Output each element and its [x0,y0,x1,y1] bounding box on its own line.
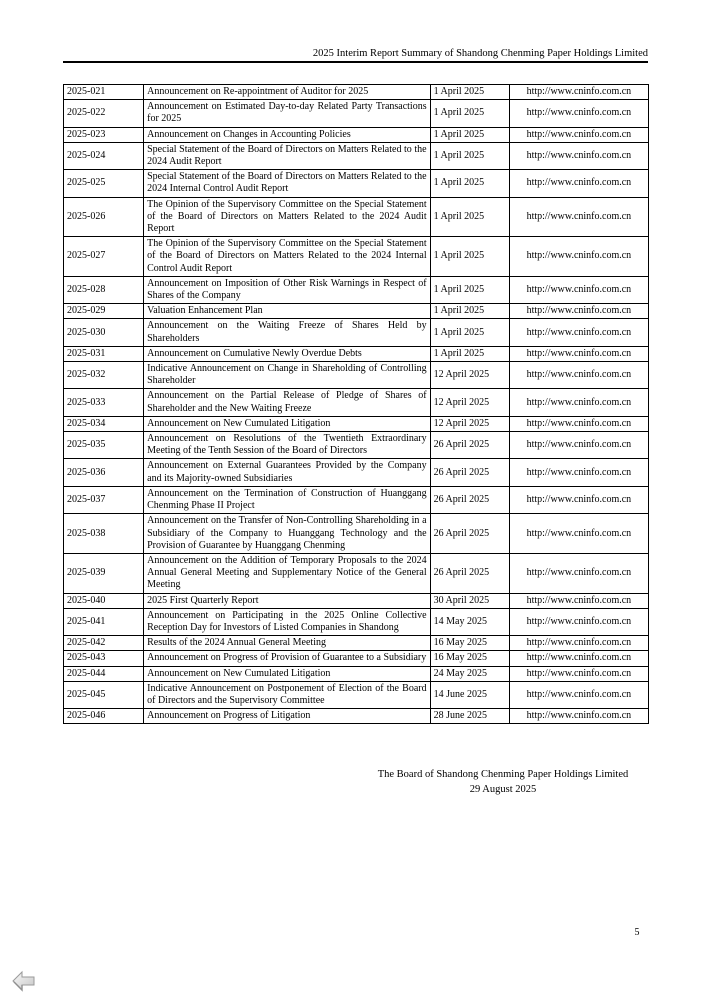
table-row [64,142,649,169]
table-row [64,608,649,635]
disclosure-date: 26 April 2025 [430,459,509,486]
announcement-title: Special Statement of the Board of Directors on Matters Related to the 2024 Audit Report [144,142,430,169]
announcement-title: The Opinion of the Supervisory Committee on the Special Statement of the Board of Directors on Matters Related to the 2024 Internal Control Audit Report [144,237,430,277]
disclosure-website: http://www.cninfo.com.cn [509,593,648,608]
signature-date-line: 29 August 2025 [469,783,537,795]
disclosure-website: http://www.cninfo.com.cn [509,553,648,593]
disclosure-date: 1 April 2025 [430,319,509,346]
disclosure-date: 16 May 2025 [430,636,509,651]
disclosure-website: http://www.cninfo.com.cn [509,416,648,431]
table-row [64,459,649,486]
announcement-number: 2025-034 [64,416,144,431]
announcement-number: 2025-039 [64,553,144,593]
table-row [64,276,649,303]
disclosure-date: 30 April 2025 [430,593,509,608]
announcement-title: Announcement on Resolutions of the Twentieth Extraordinary Meeting of the Tenth Session of the Board of Directors [144,432,430,459]
disclosure-date: 1 April 2025 [430,346,509,361]
announcement-title: Announcement on Re-appointment of Auditor for 2025 [144,85,430,100]
disclosure-date: 1 April 2025 [430,100,509,127]
disclosure-website: http://www.cninfo.com.cn [509,237,648,277]
signature-board-line: The Board of Shandong Chenming Paper Holdings Limited [377,769,629,780]
announcement-number: 2025-026 [64,197,144,237]
table-row [64,170,649,197]
announcement-number: 2025-025 [64,170,144,197]
disclosure-website: http://www.cninfo.com.cn [509,100,648,127]
disclosure-date: 28 June 2025 [430,709,509,724]
disclosure-website: http://www.cninfo.com.cn [509,608,648,635]
disclosure-date: 1 April 2025 [430,170,509,197]
disclosure-website: http://www.cninfo.com.cn [509,197,648,237]
disclosure-website: http://www.cninfo.com.cn [509,389,648,416]
table-row [64,651,649,666]
disclosure-website: http://www.cninfo.com.cn [509,486,648,513]
announcement-title: Announcement on Estimated Day-to-day Related Party Transactions for 2025 [144,100,430,127]
disclosure-date: 26 April 2025 [430,432,509,459]
announcement-number: 2025-027 [64,237,144,277]
disclosure-website: http://www.cninfo.com.cn [509,346,648,361]
disclosure-date: 1 April 2025 [430,304,509,319]
announcement-title: Announcement on New Cumulated Litigation [144,666,430,681]
announcement-title: Announcement on Progress of Litigation [144,709,430,724]
disclosure-date: 12 April 2025 [430,416,509,431]
disclosure-website: http://www.cninfo.com.cn [509,432,648,459]
announcement-number: 2025-038 [64,514,144,554]
disclosure-website: http://www.cninfo.com.cn [509,304,648,319]
announcement-number: 2025-023 [64,127,144,142]
disclosure-date: 14 May 2025 [430,608,509,635]
announcement-title: Announcement on Participating in the 2025 Online Collective Reception Day for Investors of Listed Companies in Shandong [144,608,430,635]
announcement-number: 2025-031 [64,346,144,361]
back-arrow-icon[interactable] [11,969,37,997]
disclosure-date: 26 April 2025 [430,486,509,513]
announcement-title: Announcement on Imposition of Other Risk Warnings in Respect of Shares of the Company [144,276,430,303]
signature-block [303,768,703,797]
disclosure-website: http://www.cninfo.com.cn [509,319,648,346]
announcement-number: 2025-035 [64,432,144,459]
disclosure-date: 1 April 2025 [430,85,509,100]
announcement-number: 2025-044 [64,666,144,681]
disclosure-date: 1 April 2025 [430,127,509,142]
table-row [64,85,649,100]
disclosure-date: 1 April 2025 [430,197,509,237]
disclosure-website: http://www.cninfo.com.cn [509,127,648,142]
announcement-title: 2025 First Quarterly Report [144,593,430,608]
table-row [64,389,649,416]
announcement-title: Announcement on the Partial Release of Pledge of Shares of Shareholder and the New Waiting Freeze [144,389,430,416]
announcement-number: 2025-042 [64,636,144,651]
table-row [64,514,649,554]
announcements-table-body [64,85,649,724]
announcement-number: 2025-036 [64,459,144,486]
disclosure-website: http://www.cninfo.com.cn [509,666,648,681]
table-row [64,416,649,431]
announcement-number: 2025-045 [64,681,144,708]
disclosure-date: 1 April 2025 [430,237,509,277]
announcement-number: 2025-030 [64,319,144,346]
announcement-number: 2025-033 [64,389,144,416]
announcement-title: The Opinion of the Supervisory Committee on the Special Statement of the Board of Directors on Matters Related to the 2024 Audit Report [144,197,430,237]
announcement-title: Announcement on the Waiting Freeze of Shares Held by Shareholders [144,319,430,346]
disclosure-date: 14 June 2025 [430,681,509,708]
table-row [64,319,649,346]
table-row [64,100,649,127]
disclosure-date: 1 April 2025 [430,276,509,303]
announcement-title: Announcement on New Cumulated Litigation [144,416,430,431]
disclosure-website: http://www.cninfo.com.cn [509,681,648,708]
report-header-title: 2025 Interim Report Summary of Shandong Chenming Paper Holdings Limited [312,48,648,59]
disclosure-website: http://www.cninfo.com.cn [509,170,648,197]
announcement-number: 2025-043 [64,651,144,666]
header-divider [63,61,648,63]
announcement-title: Valuation Enhancement Plan [144,304,430,319]
announcement-title: Indicative Announcement on Postponement of Election of the Board of Directors and the Supervisory Committee [144,681,430,708]
announcement-number: 2025-024 [64,142,144,169]
announcement-number: 2025-032 [64,362,144,389]
announcement-number: 2025-021 [64,85,144,100]
announcement-number: 2025-037 [64,486,144,513]
announcement-title: Announcement on Cumulative Newly Overdue Debts [144,346,430,361]
announcement-title: Special Statement of the Board of Directors on Matters Related to the 2024 Internal Control Audit Report [144,170,430,197]
table-row [64,636,649,651]
disclosure-date: 1 April 2025 [430,142,509,169]
table-row [64,666,649,681]
disclosure-website: http://www.cninfo.com.cn [509,709,648,724]
announcement-title: Results of the 2024 Annual General Meeting [144,636,430,651]
disclosure-website: http://www.cninfo.com.cn [509,636,648,651]
announcement-title: Announcement on the Termination of Construction of Huanggang Chenming Phase II Project [144,486,430,513]
table-row [64,681,649,708]
table-row [64,486,649,513]
page-number: 5 [634,927,640,938]
table-row [64,362,649,389]
announcement-title: Announcement on the Transfer of Non-Controlling Shareholding in a Subsidiary of the Company to Huanggang Technology and the Provision of Guarantee by Huanggang Chenming [144,514,430,554]
table-row [64,304,649,319]
table-row [64,593,649,608]
table-row [64,237,649,277]
announcement-number: 2025-046 [64,709,144,724]
disclosure-date: 16 May 2025 [430,651,509,666]
disclosure-date: 24 May 2025 [430,666,509,681]
announcement-title: Announcement on the Addition of Temporary Proposals to the 2024 Annual General Meeting and Supplementary Notice of the General Meeting [144,553,430,593]
disclosure-website: http://www.cninfo.com.cn [509,142,648,169]
announcement-title: Announcement on External Guarantees Provided by the Company and its Majority-owned Subsidiaries [144,459,430,486]
disclosure-date: 12 April 2025 [430,389,509,416]
disclosure-website: http://www.cninfo.com.cn [509,459,648,486]
announcement-number: 2025-040 [64,593,144,608]
disclosure-website: http://www.cninfo.com.cn [509,651,648,666]
announcement-title: Indicative Announcement on Change in Shareholding of Controlling Shareholder [144,362,430,389]
table-row [64,127,649,142]
disclosure-website: http://www.cninfo.com.cn [509,514,648,554]
announcements-table [63,84,649,724]
table-row [64,709,649,724]
announcement-title: Announcement on Changes in Accounting Policies [144,127,430,142]
disclosure-date: 26 April 2025 [430,553,509,593]
disclosure-date: 26 April 2025 [430,514,509,554]
disclosure-website: http://www.cninfo.com.cn [509,276,648,303]
table-row [64,346,649,361]
announcement-number: 2025-029 [64,304,144,319]
table-row [64,197,649,237]
disclosure-website: http://www.cninfo.com.cn [509,362,648,389]
announcement-title: Announcement on Progress of Provision of Guarantee to a Subsidiary [144,651,430,666]
table-row [64,432,649,459]
announcement-number: 2025-022 [64,100,144,127]
announcement-number: 2025-041 [64,608,144,635]
disclosure-date: 12 April 2025 [430,362,509,389]
disclosure-website: http://www.cninfo.com.cn [509,85,648,100]
announcement-number: 2025-028 [64,276,144,303]
table-row [64,553,649,593]
